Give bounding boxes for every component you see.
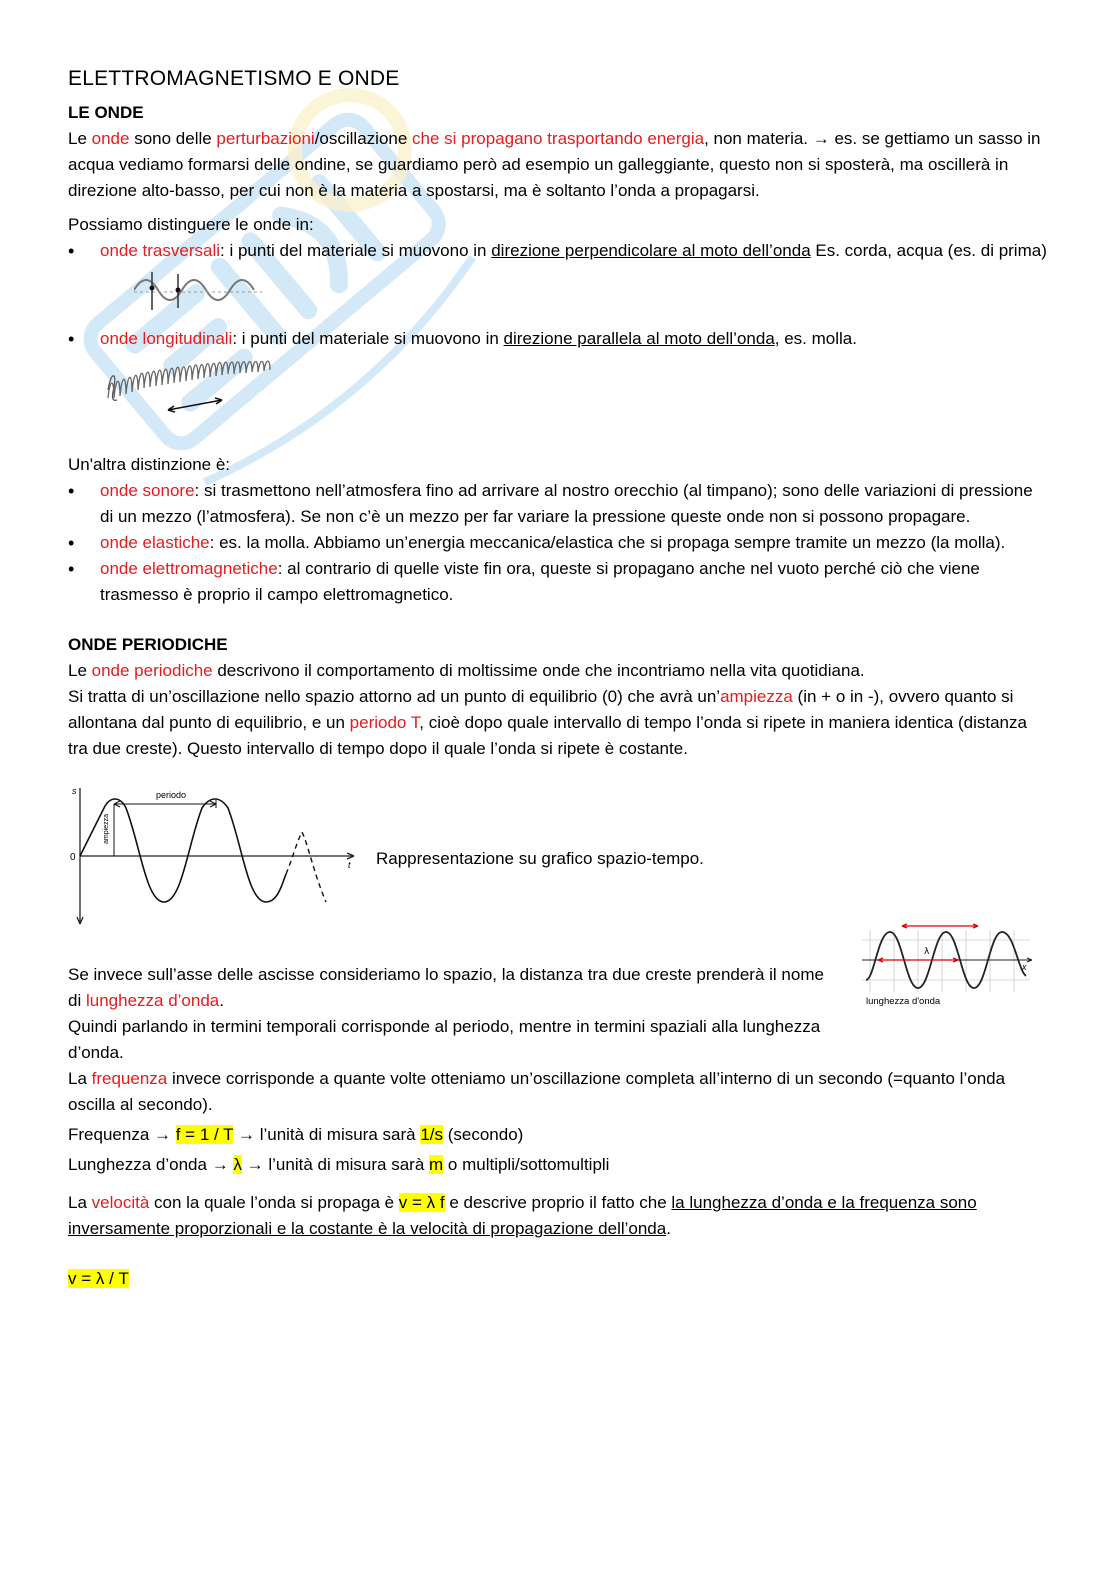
paragraph-velocity [68,1190,1048,1242]
text: invece corrisponde a quante volte otteniamo un’oscillazione completa all’interno di un secondo (=quanto l’onda oscilla al secondo). [68,1069,1006,1114]
wavelength-caption: lunghezza d'onda [866,996,941,1007]
formula-line-frequency [68,1122,1048,1148]
paragraph-periodic-intro [68,658,1048,684]
paragraph-frequency [68,1066,1048,1118]
text: . [219,991,224,1010]
section-heading-le-onde: LE ONDE [68,103,144,122]
text: l’unità di misura sarà [263,1155,429,1174]
text: Lunghezza d’onda [68,1155,212,1174]
final-formula-line [68,1266,1048,1292]
term-perturbazioni: perturbazioni [216,129,315,148]
text: : al contrario di quelle viste fin ora, queste si propagano anche nel vuoto perché ciò che viene trasmesso è proprio il campo elettromagnetico. [100,559,980,604]
paragraph-onde-definition [68,126,1048,204]
paragraph-temporal-spatial: Quindi parlando in termini temporali corrisponde al periodo, mentre in termini spaziali alla lunghezza d’onda. [68,1017,821,1062]
axis-label-t: t [348,860,351,870]
list-item [68,556,1048,608]
text: sono delle [129,129,217,148]
text: e descrive proprio il fatto che [444,1193,672,1212]
underlined-text: direzione parallela al moto dell’onda [503,329,775,348]
text: : i punti del materiale si muovono in [220,241,492,260]
list-wave-categories [68,478,1048,608]
text: Es. corda, acqua (es. di prima) [810,241,1047,260]
text: descrivono il comportamento di moltissime onde che incontriamo nella vita quotidiana. [212,661,865,680]
term-ampiezza: ampiezza [720,687,793,706]
text: , cioè dopo quale intervallo di tempo l’onda si ripete in maniera identica (distanza tra due creste). Questo intervallo di tempo dopo il quale l’onda si ripete è costante. [68,713,1027,758]
text: es. se gettiamo un sasso in acqua vediamo formarsi delle ondine, se guardiamo però ad esempio un galleggiante, questo non si sposterà, ma oscillerà in direzione alto-basso, per cui non è la materia a spostarsi, ma è soltanto l’onda a propagarsi. [68,129,1041,200]
text: o multipli/sottomultipli [443,1155,610,1174]
arrow-icon: → [237,1125,255,1144]
paragraph-wavelength [68,962,838,1014]
formula-lambda: λ [233,1155,242,1174]
term-onde-longitudinali: onde longitudinali [100,329,233,348]
term-onde-elettromagnetiche: onde elettromagnetiche [100,559,278,578]
term-onde-trasversali: onde trasversali [100,241,221,260]
term-frequenza: frequenza [91,1069,168,1088]
periodo-label: periodo [156,790,187,800]
arrow-icon: → [154,1125,171,1144]
term-onde-sonore: onde sonore [100,481,195,500]
page-title: ELETTROMAGNETISMO E ONDE [68,67,400,90]
term-onde: onde [91,129,130,148]
space-time-graph [64,784,364,932]
list-wave-types [68,238,1048,352]
text: : es. la molla. Abbiamo un’energia meccanica/elastica che si propaga sempre tramite un mezzo (la molla). [209,533,1006,552]
graph-caption: Rappresentazione su grafico spazio-tempo. [376,849,704,868]
wavelength-illustration [858,920,1036,1012]
text: Se invece sull’asse delle ascisse consideriamo lo spazio, la distanza tra due creste prenderà il nome di [68,965,824,1010]
list-item [68,530,1048,556]
axis-label-s: s [72,786,77,796]
formula-line-wavelength [68,1152,1048,1178]
list-item [68,238,1048,314]
paragraph-periodic-explanation [68,684,1048,762]
text: Frequenza [68,1125,154,1144]
term-periodo: periodo T [349,713,420,732]
term-onde-periodiche: onde periodiche [91,661,213,680]
intro-distinguish: Possiamo distinguere le onde in: [68,215,314,234]
list-item [68,326,1048,352]
term-onde-elastiche: onde elastiche [100,533,210,552]
text: La [68,1193,92,1212]
term-propagano-energia: che si propagano trasportando energia [412,129,705,148]
text: , es. molla. [774,329,857,348]
spring-illustration [104,358,276,420]
formula-frequency: f = 1 / T [175,1125,234,1144]
underlined-text: la lunghezza d’onda e la frequenza sono inversamente proporzionali e la costante è la velocità di propagazione dell’onda [68,1193,977,1238]
axis-label-zero: 0 [70,852,76,863]
text: Le [68,129,92,148]
text: (in + o in -), ovvero quanto si allontana dal punto di equilibrio, e un [68,687,1014,732]
ampiezza-label: ampiezza [103,814,110,844]
unit-wavelength: m [429,1155,444,1174]
text: , non materia. [704,129,813,148]
underlined-text: direzione perpendicolare al moto dell’onda [491,241,811,260]
term-lunghezza-onda: lunghezza d’onda [85,991,220,1010]
wavelength-block [68,947,1048,1066]
arrow-icon: → [812,129,830,148]
text: l’unità di misura sarà [254,1125,421,1144]
transverse-wave-illustration [134,268,264,314]
text: : i punti del materiale si muovono in [232,329,504,348]
formula-velocity-period: v = λ / T [68,1269,129,1288]
intro-other-distinction: Un'altra distinzione è: [68,455,230,474]
text: Si tratta di un’oscillazione nello spazio attorno ad un punto di equilibrio (0) che avrà un’ [68,687,721,706]
list-item [68,478,1048,530]
x-label: x [1022,962,1027,972]
text: /oscillazione [314,129,413,148]
space-time-graph-row [68,784,1048,932]
text: Le [68,661,92,680]
text: . [666,1219,671,1238]
text: : si trasmettono nell’atmosfera fino ad arrivare al nostro orecchio (al timpano); sono delle variazioni di pressione di un mezzo (l’atmosfera). Se non c’è un mezzo per far variare la pressione queste onde non si possono propagare. [100,481,1033,526]
arrow-icon: → [246,1155,264,1174]
text: La [68,1069,92,1088]
section-heading-onde-periodiche: ONDE PERIODICHE [68,635,228,654]
text: con la quale l’onda si propaga è [149,1193,399,1212]
arrow-icon: → [211,1155,229,1174]
unit-frequency: 1/s [420,1125,443,1144]
spring-coils [108,361,270,398]
term-velocita: velocità [91,1193,150,1212]
formula-velocity: v = λ f [398,1193,445,1212]
lambda-label: λ [924,947,930,957]
text: (secondo) [443,1125,524,1144]
document-content [68,62,1048,1292]
